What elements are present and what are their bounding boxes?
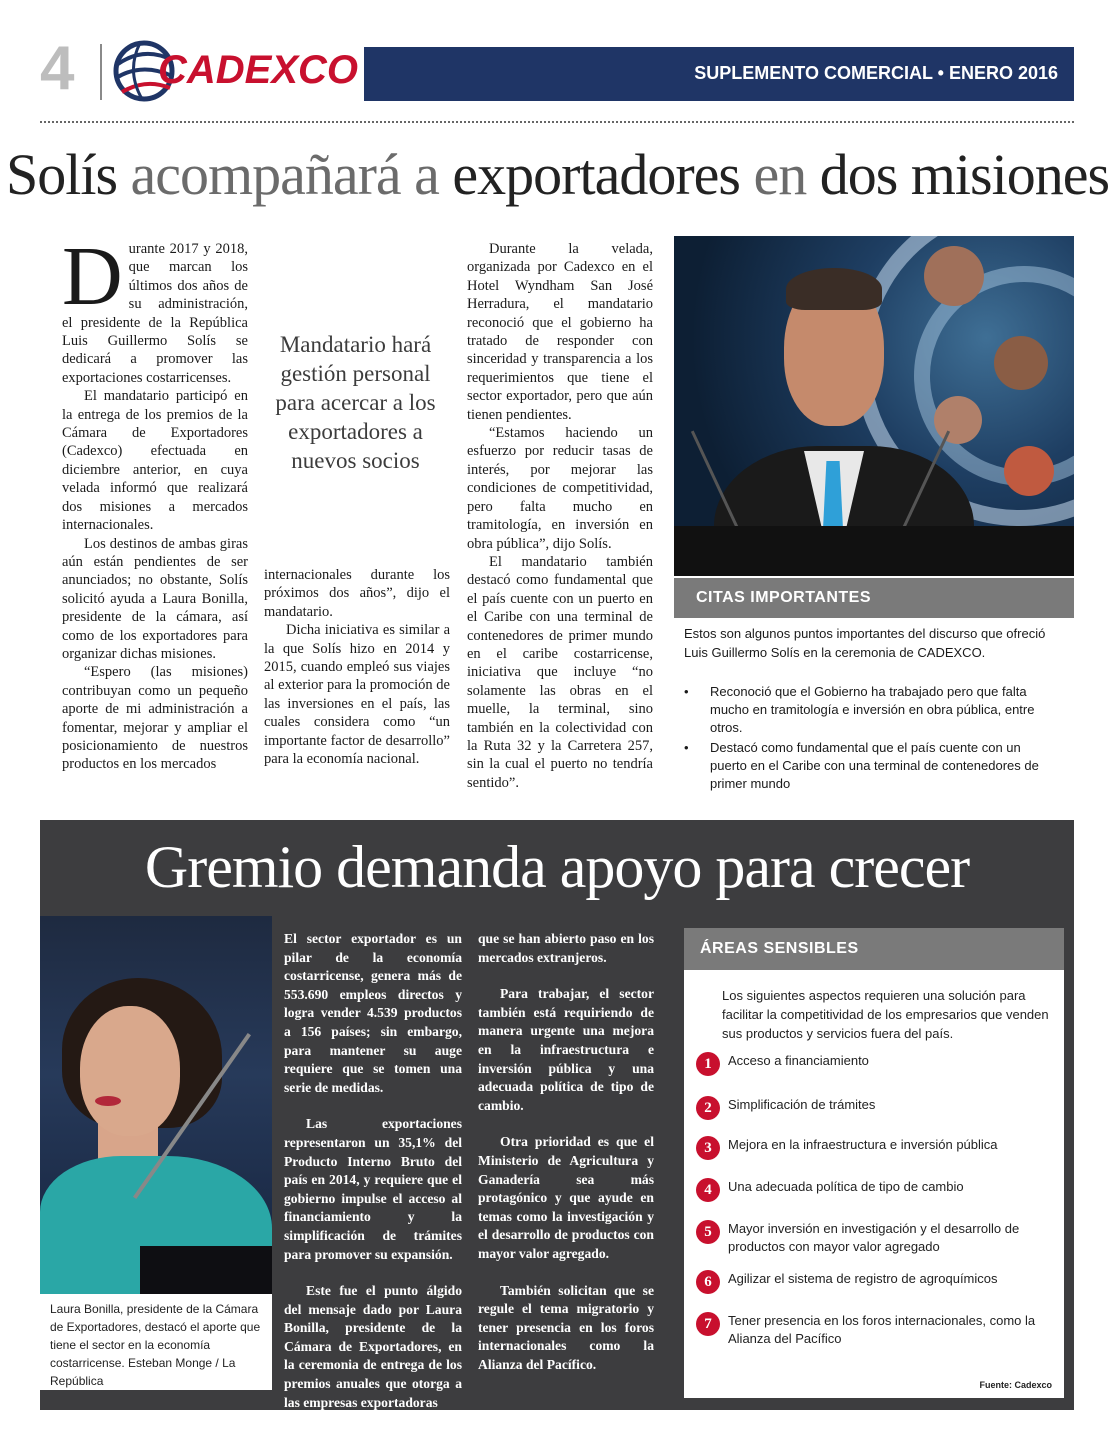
speaker-head (80, 1006, 180, 1136)
article2-paragraph: También solicitan que se regule el tema migratorio y tener presencia en los foros internacionales como la Alianza del Pacífico. (478, 1282, 654, 1372)
article1-paragraph: Dicha iniciativa es similar a la que Solís hizo en 2014 y 2015, cuando empleó sus viajes al exterior para la promoción de las inversiones en el país, las cuales considera como “un importante factor de desarrollo” para la economía nacional. (264, 622, 450, 768)
article2-paragraph: El sector exportador es un pilar de la economía costarricense, genera más de 553.690 empleos directos y logra vender 4.539 productos a 156 países; sin embargo, para mantener su auge requiere que se tomen una serie de medidas. (284, 931, 462, 1095)
photo-caption: Laura Bonilla, presidente de la Cámara de Exportadores, destacó el aporte que tiene el sector en la economía costarricense. Esteban Monge / La República (40, 1294, 272, 1390)
cadexco-logo (112, 38, 362, 104)
article1-column-2 (264, 566, 450, 768)
number-badge: 5 (696, 1220, 720, 1244)
president-photo (674, 236, 1074, 576)
article1-paragraph (62, 230, 248, 387)
laura-bonilla-photo (40, 916, 272, 1312)
area-item-text: Mayor inversión en investigación y el desarrollo de productos con mayor valor agregado (728, 1221, 1020, 1254)
speaker-lips (95, 1096, 121, 1106)
article2-paragraph: Las exportaciones representaron un 35,1% del Producto Interno Bruto del país en 2014, y requiere que el gobierno impulse el acceso al financiamiento y la simplificación de trámites para promover su expansión. (284, 1116, 462, 1262)
article1-column-3 (467, 240, 653, 792)
podium (674, 526, 1074, 576)
citas-list (684, 683, 1056, 795)
dropcap: D (62, 230, 123, 323)
source-note: Fuente: Cadexco (979, 1380, 1052, 1390)
dotted-rule (40, 121, 1074, 123)
header-bar-text (694, 63, 1058, 84)
number-badge: 3 (696, 1136, 720, 1160)
article2-paragraph: Otra prioridad es que el Ministerio de Agricultura y Ganadería sea más protagónico y que ayude en temas como la investigación y el desarrollo de productos con mayor valor agregado. (478, 1134, 654, 1261)
areas-sensibles-box (684, 928, 1064, 1398)
background-face (994, 336, 1048, 390)
header-bar (364, 47, 1074, 101)
pull-quote: Mandatario hará gestión personal para acercar a los exportadores a nuevos socios (275, 332, 436, 473)
citas-intro: Estos son algunos puntos importantes del discurso que ofreció Luis Guillermo Solís en la ceremonia de CADEXCO. (684, 626, 1046, 660)
background-face (934, 396, 982, 444)
area-item-text: Una adecuada política de tipo de cambio (728, 1179, 964, 1194)
issue-date: ENERO 2016 (948, 63, 1058, 83)
citas-item-text: Destacó como fundamental que el país cuente con un puerto en el Caribe con una terminal de contenedores de primer mundo (710, 740, 1039, 791)
citas-item-text: Reconoció que el Gobierno ha trabajado pero que falta mucho en tramitología e inversión en obra pública, entre otros. (710, 684, 1035, 735)
headline-word: Solís (5, 142, 118, 207)
article2-section (40, 820, 1074, 1410)
headline-word: en (753, 142, 807, 207)
article1-paragraph: Los destinos de ambas giras aún están pendientes de ser anunciados; no obstante, Solís solicitó ayuda a Laura Bonilla, presidente de la cámara, así como de los exportadores para organizar dichas misiones. (62, 535, 248, 662)
article2-paragraph: Este fue el punto álgido del mensaje dado por Laura Bonilla, presidente de la Cámara de Exportadores, en la ceremonia de entrega de los premios anuales que otorga a las empresas exportadoras (284, 1283, 462, 1410)
areas-title-bar (684, 928, 1064, 970)
area-item-text: Mejora en la infraestructura e inversión pública (728, 1137, 998, 1152)
area-item-text: Tener presencia en los foros internacionales, como la Alianza del Pacífico (728, 1313, 1036, 1346)
article1-paragraph: internacionales durante los próximos dos años”, dijo el mandatario. (264, 567, 450, 620)
number-badge: 2 (696, 1096, 720, 1120)
number-badge: 4 (696, 1178, 720, 1202)
headline-word: exportadores (452, 142, 740, 207)
citas-item (684, 739, 1056, 793)
citas-title: CITAS IMPORTANTES (696, 589, 872, 606)
logo-wordmark: CADEXCO (158, 48, 359, 92)
area-item-text: Agilizar el sistema de registro de agroquímicos (728, 1271, 998, 1286)
headline-word: dos misiones (819, 142, 1110, 207)
article1-paragraph: El mandatario participó en la entrega de los premios de la Cámara de Exportadores (Cadexco) efectuada en diciembre anterior, en cuya velada informó que realizará dos misiones a mercados internacionales. (62, 388, 248, 534)
header-separator (100, 44, 102, 100)
article1-column-1 (62, 230, 248, 774)
number-badge: 7 (696, 1312, 720, 1336)
article2-column-2 (478, 930, 654, 1392)
citas-title-bar (674, 578, 1074, 618)
number-badge: 6 (696, 1270, 720, 1294)
article1-headline (0, 142, 1115, 209)
article2-paragraph: Para trabajar, el sector también está requiriendo de manera urgente una mejora en la infraestructura e inversión pública y una adecuada política de tipo de cambio. (478, 986, 654, 1113)
article1-paragraph: “Estamos haciendo un esfuerzo por reducir tasas de interés, por mejorar las condiciones de competitividad, pero falta mucho en tramitología, en inversión en obra pública”, dijo Solís. (467, 425, 653, 552)
number-badge: 1 (696, 1052, 720, 1076)
article1-paragraph: Durante la velada, organizada por Cadexco en el Hotel Wyndham San José Herradura, el mandatario reconoció que el gobierno ha tratado de responder con sinceridad y transparencia a los requerimientos que tiene el sector exportador, pero que aún tienen pendientes. (467, 241, 653, 423)
article2-paragraph: que se han abierto paso en los mercados extranjeros. (478, 931, 654, 965)
bullet: • (684, 740, 689, 755)
header-bullet: • (932, 63, 949, 83)
supplement-label: SUPLEMENTO COMERCIAL (694, 63, 933, 83)
page-number: 4 (40, 34, 75, 103)
background-face (924, 246, 984, 306)
article1-paragraph: “Espero (las misiones) contribuyan como un pequeño aporte de mi administración a fomentar, mejorar y ampliar el posicionamiento de nuestros productos en los mercados (62, 664, 248, 773)
headline-word: a (414, 142, 439, 207)
background-face (1004, 446, 1054, 496)
article1-paragraph: El mandatario también destacó como fundamental que el país cuente con un puerto en el Caribe con una terminal de contenedores de primer mundo en el caribe costarricense, iniciativa que incluye “no solamente las obras en el muelle, la terminal, sino también en la colectividad con la Ruta 32 y la Carretera 257, sin la cual el puerto no tendría sentido”. (467, 553, 653, 791)
area-item-text: Acceso a financiamiento (728, 1053, 869, 1068)
area-item-text: Simplificación de trámites (728, 1097, 876, 1112)
areas-intro: Los siguientes aspectos requieren una solución para facilitar la competitividad de los empresarios que venden sus productos y servicios fuera del país. (722, 988, 1049, 1041)
citas-item (684, 683, 1056, 737)
headline-word: acompañará (130, 142, 401, 207)
article2-column-1 (284, 930, 462, 1430)
bullet: • (684, 684, 689, 699)
areas-title: ÁREAS SENSIBLES (700, 940, 859, 957)
article2-headline: Gremio demanda apoyo para crecer (144, 834, 970, 900)
paragraph-text: urante 2017 y 2018, que marcan los últimos dos años de su administración, el presidente de la República Luis Guillermo Solís se dedicará a promover las exportaciones costarricenses. (62, 241, 248, 386)
speaker-hair (786, 268, 882, 310)
